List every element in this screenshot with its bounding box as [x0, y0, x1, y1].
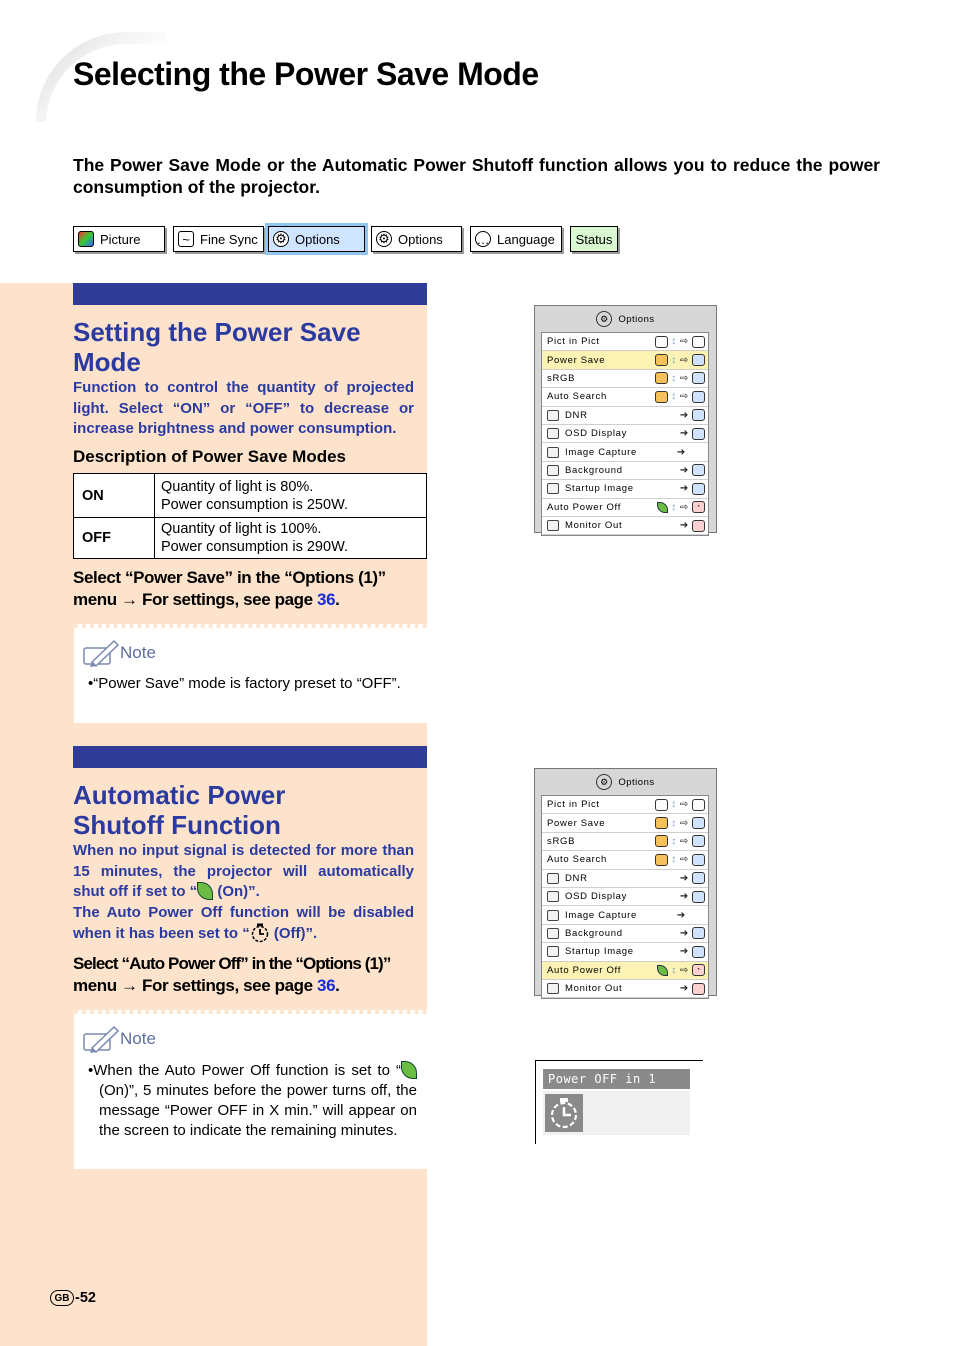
osd-menu-item[interactable]: [542, 333, 708, 351]
leaf-on-icon: [657, 502, 668, 513]
tab-label: Options: [398, 231, 443, 247]
power-save-title-line1: Setting the Power Save: [73, 317, 361, 347]
osd-item-controls: [641, 910, 708, 921]
osd-item-label-wrap: [542, 928, 641, 939]
auto-off-desc-off: (Off)”.: [269, 925, 318, 942]
arrow-right-icon: ⇨: [679, 964, 689, 976]
power-off-message-window: [535, 1060, 703, 1144]
arrow-right-icon: ➔: [679, 927, 689, 939]
submenu-icon: [692, 872, 705, 884]
section-bar-power-save: [73, 283, 427, 305]
osd-item-label-wrap: [542, 483, 641, 494]
osd-item-controls: [641, 447, 708, 458]
background-icon: [547, 465, 559, 476]
power-save-title-line2: Mode: [73, 347, 141, 377]
note-text: •When the Auto Power Off function is set to “ (On)”, 5 minutes before the power turns off, the message “Power OFF in X min.” will appear on the screen to indicate the remaining minutes.: [88, 1062, 417, 1139]
osd-display-icon: [547, 428, 559, 439]
auto-off-note: [74, 1010, 427, 1169]
instruction-prefix: menu → For settings, see page: [73, 590, 318, 609]
background-icon: [547, 928, 559, 939]
dnr-icon: [547, 410, 559, 421]
osd-item-label-wrap: [542, 873, 641, 884]
osd-item-label: DNR: [565, 409, 588, 421]
setting-option-icon: [692, 391, 705, 403]
page-title: Selecting the Power Save Mode: [73, 56, 539, 92]
arrow-right-icon: ⇨: [679, 854, 689, 866]
arrow-right-icon: ⇨: [679, 799, 689, 811]
osd-menu-item[interactable]: [542, 833, 708, 851]
osd-item-label: Auto Power Off: [547, 964, 622, 976]
setting-state-icon: [655, 817, 668, 829]
power-save-note: [74, 624, 427, 723]
fine-sync-icon: ~: [178, 231, 194, 247]
mode-line: Power consumption is 250W.: [161, 496, 348, 513]
instruction-suffix: .: [335, 976, 340, 995]
updown-arrow-icon: ↕: [671, 854, 677, 866]
osd-item-controls: [641, 483, 708, 495]
arrow-right-icon: ➔: [679, 409, 689, 421]
page-link-36[interactable]: 36: [317, 590, 336, 609]
tab-label: Picture: [100, 231, 141, 247]
osd-header: [535, 306, 716, 332]
page-link-36[interactable]: 36: [317, 976, 336, 995]
setting-option-icon: [692, 817, 705, 829]
dnr-icon: [547, 873, 559, 884]
power-save-description: Function to control the quantity of projected light. Select “ON” or “OFF” to decrease or increase brightness and power consumption.: [73, 379, 414, 437]
options-gear-icon: ⚙: [273, 231, 289, 247]
osd-item-controls: [641, 964, 708, 976]
osd-menu-item[interactable]: [542, 962, 708, 980]
submenu-icon: [692, 520, 705, 532]
osd-menu-item[interactable]: [542, 814, 708, 832]
osd-item-label: sRGB: [547, 835, 576, 847]
updown-arrow-icon: ↕: [671, 372, 677, 384]
startup-image-icon: [547, 946, 559, 957]
mode-line: Quantity of light is 100%.: [161, 521, 322, 537]
osd-item-label-wrap: [542, 355, 641, 366]
osd-item-controls: [641, 336, 708, 348]
osd-item-label: Monitor Out: [565, 983, 623, 995]
picture-icon: [78, 231, 94, 247]
osd-item-label: Background: [565, 927, 623, 939]
osd-title: Options: [618, 313, 655, 325]
tab-options-1[interactable]: [268, 226, 365, 252]
page-number: [50, 1290, 96, 1306]
arrow-right-icon: ⇨: [679, 835, 689, 847]
osd-menu-item[interactable]: [542, 370, 708, 388]
osd-menu-item[interactable]: [542, 462, 708, 480]
osd-item-label: Startup Image: [565, 483, 634, 495]
osd-menu-item[interactable]: [542, 906, 708, 924]
submenu-icon: [692, 927, 705, 939]
osd-menu-item[interactable]: [542, 425, 708, 443]
setting-option-icon: [692, 354, 705, 366]
tab-status[interactable]: [570, 226, 618, 252]
osd-item-label: OSD Display: [565, 891, 628, 903]
arrow-right-icon: ➔: [679, 428, 689, 440]
osd-item-label-wrap: [542, 965, 641, 976]
options-gear-icon: ⚙: [596, 774, 612, 790]
arrow-right-icon: ➔: [679, 946, 689, 958]
auto-off-desc-on: (On)”.: [213, 883, 260, 900]
tab-picture[interactable]: [73, 226, 165, 252]
osd-item-label: Startup Image: [565, 946, 634, 958]
modes-heading: Description of Power Save Modes: [73, 447, 347, 466]
instruction-suffix: .: [335, 590, 340, 609]
power-off-message: Power OFF in 1: [543, 1069, 690, 1089]
osd-menu-item[interactable]: [542, 870, 708, 888]
osd-title: Options: [618, 776, 655, 788]
instruction-line2: [73, 975, 423, 997]
tab-label: Fine Sync: [200, 231, 258, 247]
updown-arrow-icon: ↕: [671, 391, 677, 403]
auto-off-select-instruction: [73, 953, 423, 997]
osd-item-label-wrap: [542, 410, 641, 421]
osd-item-label: Pict in Pict: [547, 799, 600, 811]
intro-text: The Power Save Mode or the Automatic Power Shutoff function allows you to reduce the power consumption of the projector.: [73, 155, 880, 197]
setting-option-icon: [692, 854, 705, 866]
table-row: [74, 474, 427, 518]
power-save-select-instruction: [73, 567, 423, 611]
note-text: •“Power Save” mode is factory preset to “OFF”.: [88, 675, 401, 692]
updown-arrow-icon: ↕: [671, 817, 677, 829]
setting-option-icon: [692, 799, 705, 811]
mode-line: Power consumption is 290W.: [161, 539, 348, 555]
osd-item-controls: [641, 354, 708, 366]
osd-item-controls: [641, 520, 708, 532]
osd-item-label: Power Save: [547, 354, 606, 366]
setting-option-icon: [692, 835, 705, 847]
instruction-line1: Select “Auto Power Off” in the “Options (1)”: [73, 954, 391, 973]
osd-menu-item[interactable]: [542, 388, 708, 406]
osd-item-controls: [641, 501, 708, 513]
arrow-right-icon: ⇨: [679, 336, 689, 348]
submenu-icon: [692, 464, 705, 476]
region-badge: GB: [50, 1290, 74, 1306]
auto-off-desc-text: When no input signal is detected for more than 15 minutes, the projector will automatically shut off if set to “: [73, 842, 414, 900]
arrow-right-icon: ➔: [679, 520, 689, 532]
osd-menu-list: [541, 332, 709, 536]
updown-arrow-icon: ↕: [671, 336, 677, 348]
arrow-right-icon: ⇨: [679, 501, 689, 513]
osd-menu-item[interactable]: [542, 351, 708, 369]
osd-menu-item[interactable]: [542, 888, 708, 906]
osd-item-label-wrap: [542, 854, 641, 865]
arrow-right-icon: ⇨: [679, 817, 689, 829]
table-row: [74, 518, 427, 559]
osd-item-label: OSD Display: [565, 428, 628, 440]
osd-item-label: Image Capture: [565, 909, 637, 921]
leaf-on-icon: [401, 1061, 417, 1079]
osd-item-controls: [641, 835, 708, 847]
arrow-right-icon: ➔: [679, 464, 689, 476]
options-gear-icon: ⚙: [376, 231, 392, 247]
updown-arrow-icon: ↕: [671, 835, 677, 847]
image-capture-icon: [547, 910, 559, 921]
startup-image-icon: [547, 483, 559, 494]
mode-description: [155, 474, 427, 518]
osd-options-menu-power-save: [534, 305, 717, 533]
arrow-right-icon: ➔: [676, 446, 686, 458]
mode-line: Quantity of light is 80%.: [161, 478, 314, 495]
osd-menu-item[interactable]: [542, 517, 708, 535]
power-save-modes-table: [73, 473, 427, 559]
osd-item-label-wrap: [542, 520, 641, 531]
osd-menu-item[interactable]: [542, 943, 708, 961]
arrow-right-icon: ➔: [676, 909, 686, 921]
submenu-icon: [692, 983, 705, 995]
note-text-part1: When the Auto Power Off function is set to “: [93, 1062, 401, 1079]
osd-menu-item[interactable]: [542, 407, 708, 425]
arrow-right-icon: ⇨: [679, 372, 689, 384]
setting-state-icon: [655, 854, 668, 866]
osd-item-label-wrap: [542, 447, 641, 458]
tab-label: Language: [497, 231, 555, 247]
osd-item-label: Background: [565, 464, 623, 476]
speech-bubble-icon: …: [476, 231, 490, 247]
section-bar-auto-off: [73, 746, 427, 768]
clock-off-icon: [250, 923, 270, 943]
osd-item-controls: [641, 872, 708, 884]
note-label: Note: [120, 643, 156, 662]
osd-item-label-wrap: [542, 910, 641, 921]
monitor-out-icon: [547, 520, 559, 531]
osd-menu-list: [541, 795, 709, 999]
osd-item-controls: [641, 799, 708, 811]
osd-item-label-wrap: [542, 799, 641, 810]
osd-item-label-wrap: [542, 891, 641, 902]
submenu-icon: [692, 946, 705, 958]
setting-state-icon: [655, 354, 668, 366]
osd-display-icon: [547, 891, 559, 902]
updown-arrow-icon: ↕: [671, 501, 677, 513]
osd-item-controls: [641, 409, 708, 421]
tab-fine-sync[interactable]: [173, 226, 264, 252]
osd-menu-item[interactable]: [542, 499, 708, 517]
note-header: [82, 1024, 156, 1054]
osd-item-label: Power Save: [547, 817, 606, 829]
image-capture-icon: [547, 447, 559, 458]
arrow-right-icon: ⇨: [679, 391, 689, 403]
osd-item-label-wrap: [542, 465, 641, 476]
osd-item-controls: [641, 854, 708, 866]
setting-state-icon: [655, 336, 668, 348]
osd-item-label: DNR: [565, 872, 588, 884]
setting-state-icon: [655, 799, 668, 811]
osd-item-label-wrap: [542, 502, 641, 513]
tab-label: Status: [575, 231, 613, 247]
osd-item-label-wrap: [542, 373, 641, 384]
osd-item-label-wrap: [542, 818, 641, 829]
osd-item-label-wrap: [542, 836, 641, 847]
osd-item-label: sRGB: [547, 372, 576, 384]
auto-off-title-line1: Automatic Power: [73, 780, 286, 810]
setting-state-icon: [655, 835, 668, 847]
leaf-on-icon: [657, 965, 668, 976]
osd-item-controls: [641, 983, 708, 995]
osd-item-controls: [641, 927, 708, 939]
clock-off-icon: ◔: [692, 501, 705, 513]
submenu-icon: [692, 483, 705, 495]
osd-item-label-wrap: [542, 428, 641, 439]
osd-item-controls: [641, 372, 708, 384]
arrow-right-icon: ➔: [679, 891, 689, 903]
setting-state-icon: [655, 372, 668, 384]
arrow-right-icon: ➔: [679, 983, 689, 995]
osd-menu-item[interactable]: [542, 925, 708, 943]
instruction-prefix: menu → For settings, see page: [73, 976, 318, 995]
osd-item-controls: [641, 891, 708, 903]
osd-item-label-wrap: [542, 983, 641, 994]
mode-description: [155, 518, 427, 559]
monitor-out-icon: [547, 983, 559, 994]
pencil-note-icon: [82, 638, 120, 668]
osd-item-controls: [641, 464, 708, 476]
osd-item-label: Auto Search: [547, 391, 607, 403]
osd-menu-item[interactable]: [542, 480, 708, 498]
osd-item-label: Image Capture: [565, 446, 637, 458]
instruction-line1: Select “Power Save” in the “Options (1)”: [73, 568, 386, 587]
osd-item-label: Auto Power Off: [547, 501, 622, 513]
note-header: [82, 638, 156, 668]
arrow-right-icon: ⇨: [679, 354, 689, 366]
osd-menu-item[interactable]: [542, 851, 708, 869]
submenu-icon: [692, 891, 705, 903]
arrow-right-icon: ➔: [679, 872, 689, 884]
setting-option-icon: [692, 372, 705, 384]
osd-item-label-wrap: [542, 336, 641, 347]
osd-item-label-wrap: [542, 391, 641, 402]
timer-clock-icon: [545, 1094, 583, 1132]
page-number-text: -52: [75, 1290, 96, 1306]
updown-arrow-icon: ↕: [671, 354, 677, 366]
arrow-right-icon: ➔: [679, 483, 689, 495]
power-off-message-body: [543, 1091, 690, 1135]
osd-item-controls: [641, 817, 708, 829]
mode-name: OFF: [74, 518, 155, 559]
tab-language[interactable]: [470, 226, 562, 252]
note-label: Note: [120, 1029, 156, 1048]
tab-label: Options: [295, 231, 340, 247]
auto-off-title-line2: Shutoff Function: [73, 810, 281, 840]
auto-off-description: [73, 841, 414, 945]
leaf-on-icon: [197, 882, 213, 900]
auto-off-title: [73, 780, 423, 840]
options-gear-icon: ⚙: [596, 311, 612, 327]
osd-item-label: Monitor Out: [565, 520, 623, 532]
osd-item-controls: [641, 391, 708, 403]
osd-menu-item[interactable]: [542, 796, 708, 814]
mode-name: ON: [74, 474, 155, 518]
submenu-icon: [692, 409, 705, 421]
pencil-note-icon: [82, 1024, 120, 1054]
osd-item-controls: [641, 428, 708, 440]
updown-arrow-icon: ↕: [671, 799, 677, 811]
submenu-icon: [692, 428, 705, 440]
tab-options-2[interactable]: [371, 226, 462, 252]
updown-arrow-icon: ↕: [671, 964, 677, 976]
power-save-title: [73, 317, 423, 377]
note-text-part2: (On)”, 5 minutes before the power turns off, the message “Power OFF in X min.” will appear on the screen to indicate the remaining minutes.: [99, 1082, 417, 1139]
setting-option-icon: [692, 336, 705, 348]
setting-state-icon: [655, 391, 668, 403]
osd-menu-item[interactable]: [542, 443, 708, 461]
auto-off-desc-text: The Auto Power Off function will be disabled when it has been set to “: [73, 903, 414, 942]
instruction-line2: [73, 589, 423, 611]
osd-options-menu-auto-power-off: [534, 768, 717, 996]
osd-item-controls: [641, 946, 708, 958]
osd-item-label: Auto Search: [547, 854, 607, 866]
osd-item-label: Pict in Pict: [547, 336, 600, 348]
osd-menu-item[interactable]: [542, 980, 708, 998]
osd-header: [535, 769, 716, 795]
clock-off-icon: ◔: [692, 964, 705, 976]
osd-item-label-wrap: [542, 946, 641, 957]
